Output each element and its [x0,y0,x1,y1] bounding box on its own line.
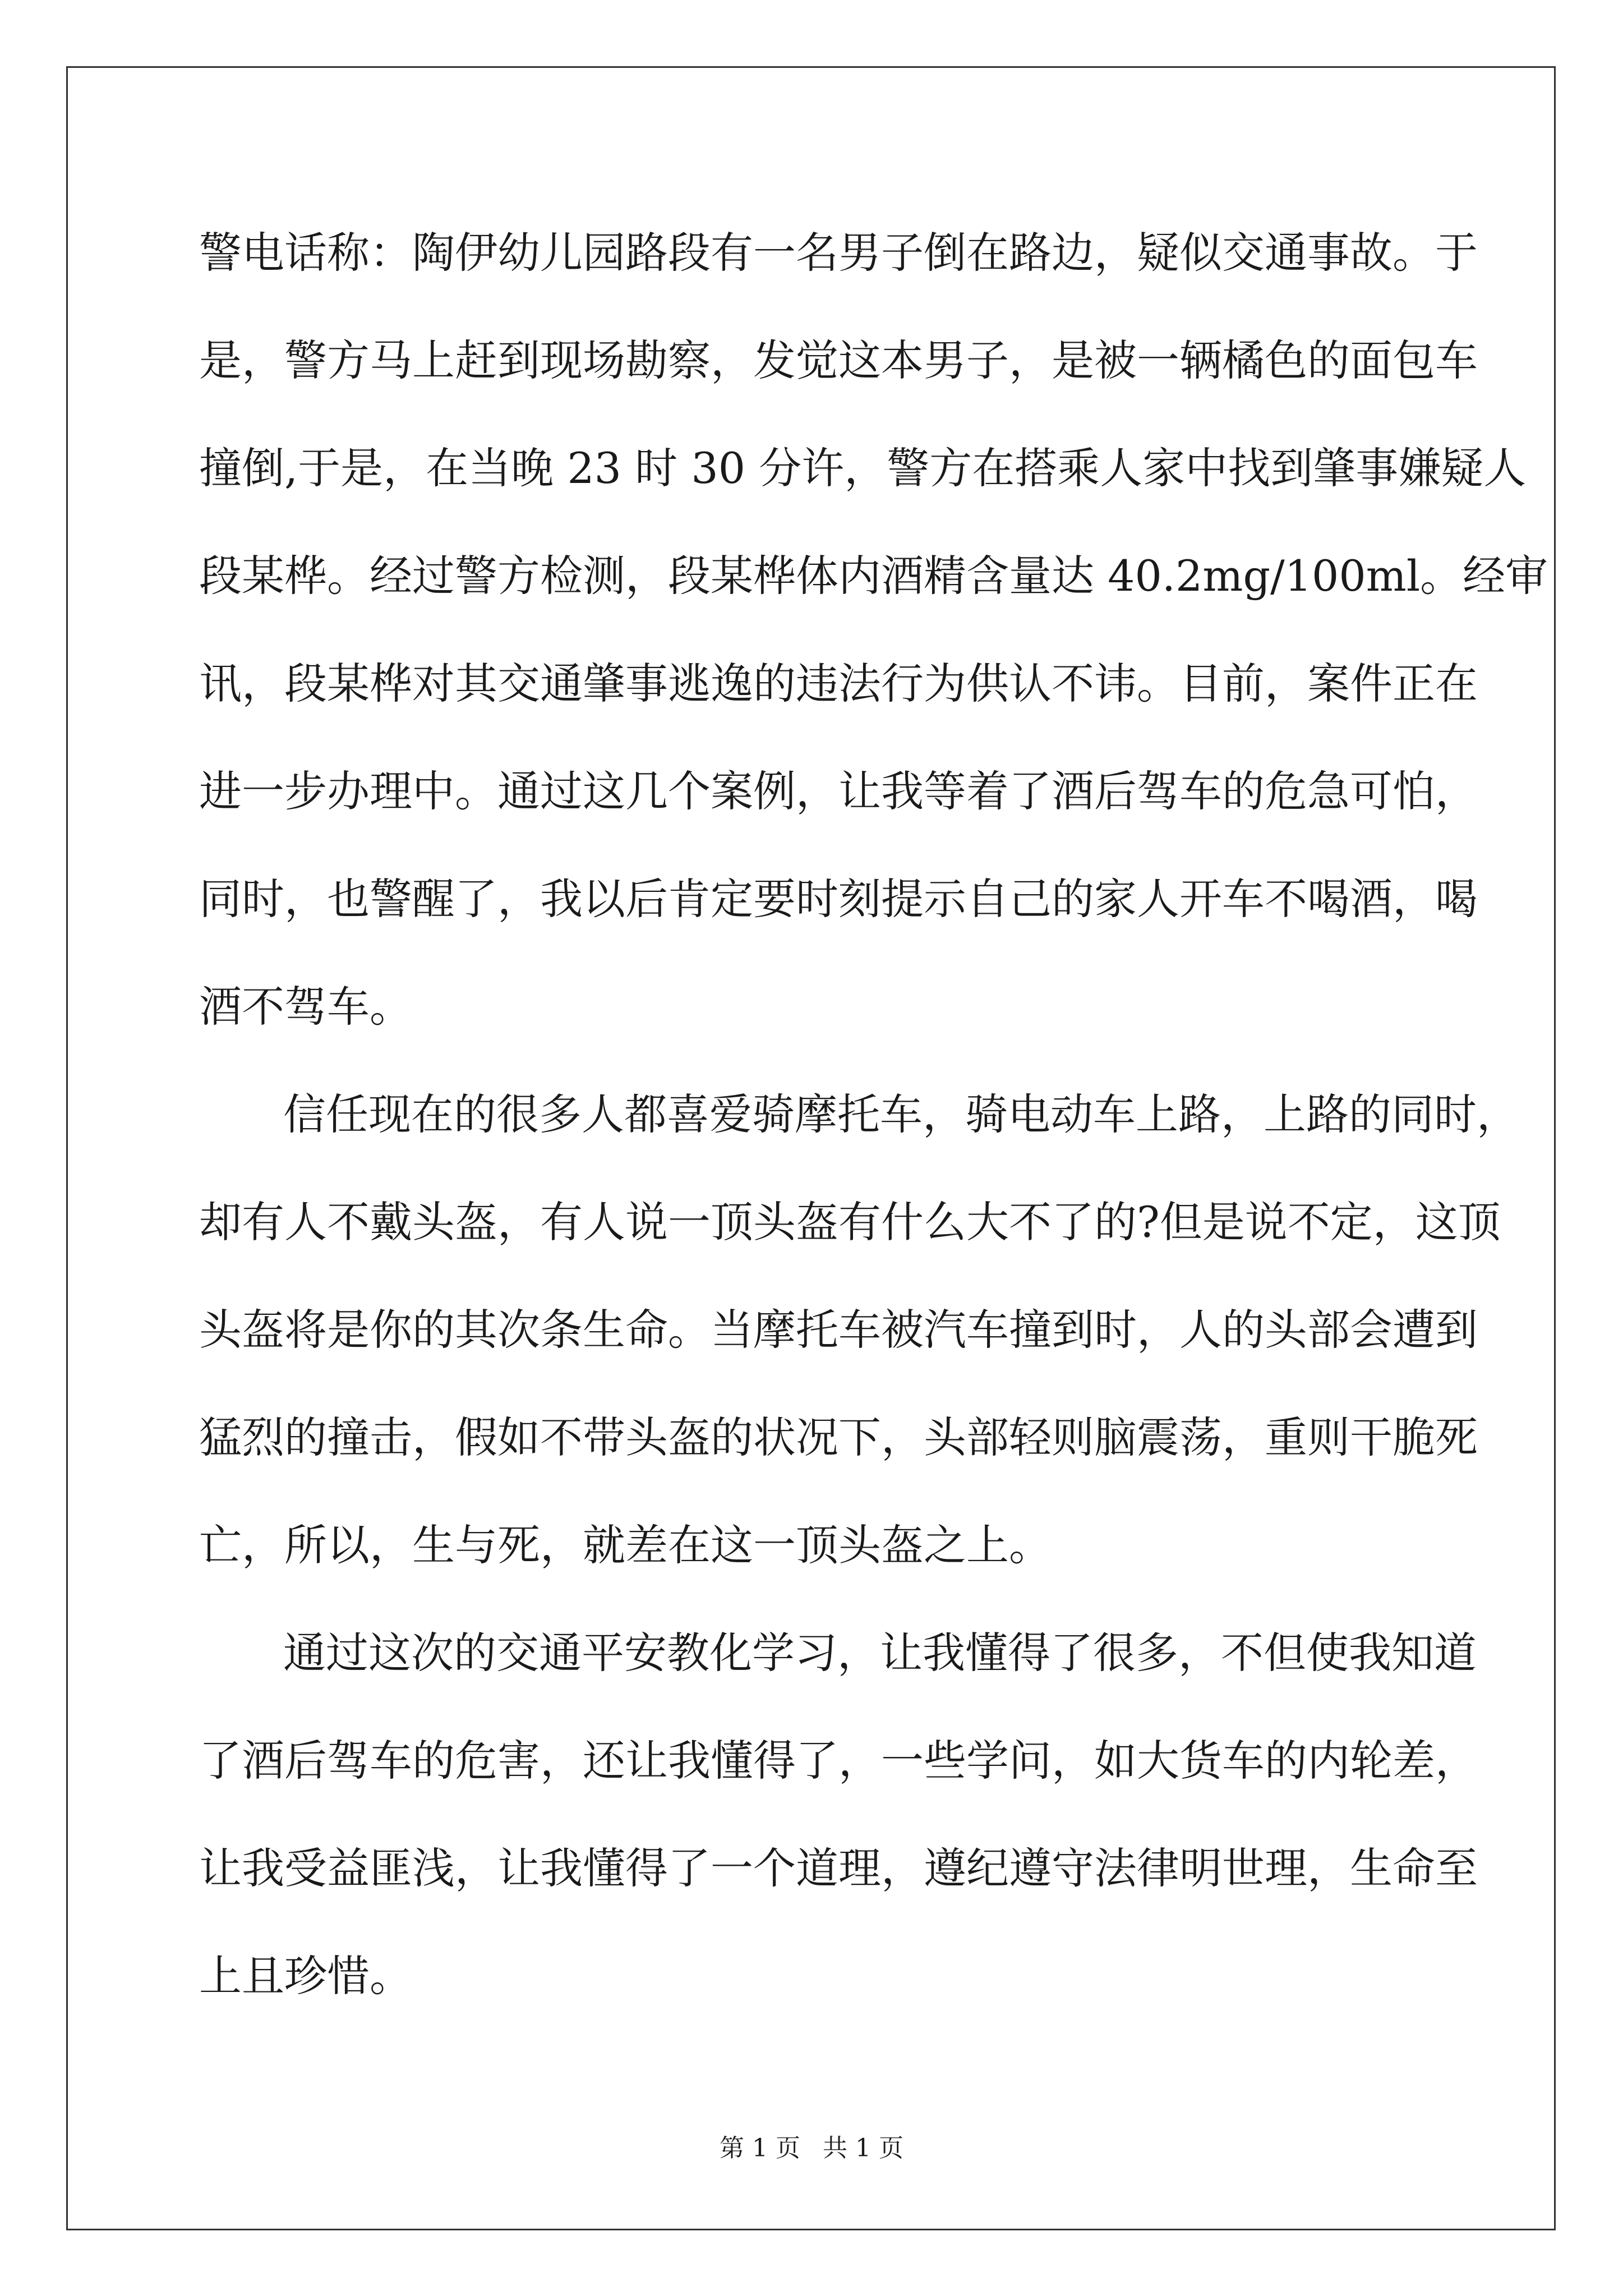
text-line: 进一步办理中。通过这几个案例，让我等着了酒后驾车的危急可怕， [199,766,1478,816]
page-footer [0,2132,1623,2165]
text-line: 酒不驾车。 [199,982,412,1032]
text-line: 警电话称：陶伊幼儿园路段有一名男子倒在路边，疑似交通事故。于 [199,228,1478,278]
text-line: 亡，所以，生与死，就差在这一顶头盔之上。 [199,1520,1052,1570]
text-line: 让我受益匪浅，让我懂得了一个道理，遵纪遵守法律明世理，生命至 [199,1843,1478,1893]
text-line: 上且珍惜。 [199,1951,412,2001]
text-line: 撞倒,于是，在当晚 23 时 30 分许，警方在搭乘人家中找到肇事嫌疑人 [199,443,1527,493]
page-number-total: 共 1 页 [823,2134,903,2162]
text-line: 同时，也警醒了，我以后肯定要时刻提示自己的家人开车不喝酒，喝 [199,874,1478,924]
text-line: 猛烈的撞击，假如不带头盔的状况下，头部轻则脑震荡，重则干脆死 [199,1412,1478,1462]
text-line: 头盔将是你的其次条生命。当摩托车被汽车撞到时，人的头部会遭到 [199,1305,1478,1355]
page-number-current: 第 1 页 [720,2134,800,2162]
text-line: 段某桦。经过警方检测，段某桦体内酒精含量达 40.2mg/100ml。经审 [199,551,1548,601]
text-line: 了酒后驾车的危害，还让我懂得了，一些学问，如大货车的内轮差， [199,1736,1478,1786]
text-line: 信任现在的很多人都喜爱骑摩托车，骑电动车上路，上路的同时， [283,1089,1519,1139]
document-body [199,199,1548,2030]
text-line: 讯，段某桦对其交通肇事逃逸的违法行为供认不讳。目前，案件正在 [199,659,1478,708]
text-line: 却有人不戴头盔，有人说一顶头盔有什么大不了的?但是说不定，这顶 [199,1197,1501,1247]
text-line: 通过这次的交通平安教化学习，让我懂得了很多，不但使我知道 [283,1628,1477,1678]
text-line: 是，警方马上赶到现场勘察，发觉这本男子，是被一辆橘色的面包车 [199,335,1478,385]
